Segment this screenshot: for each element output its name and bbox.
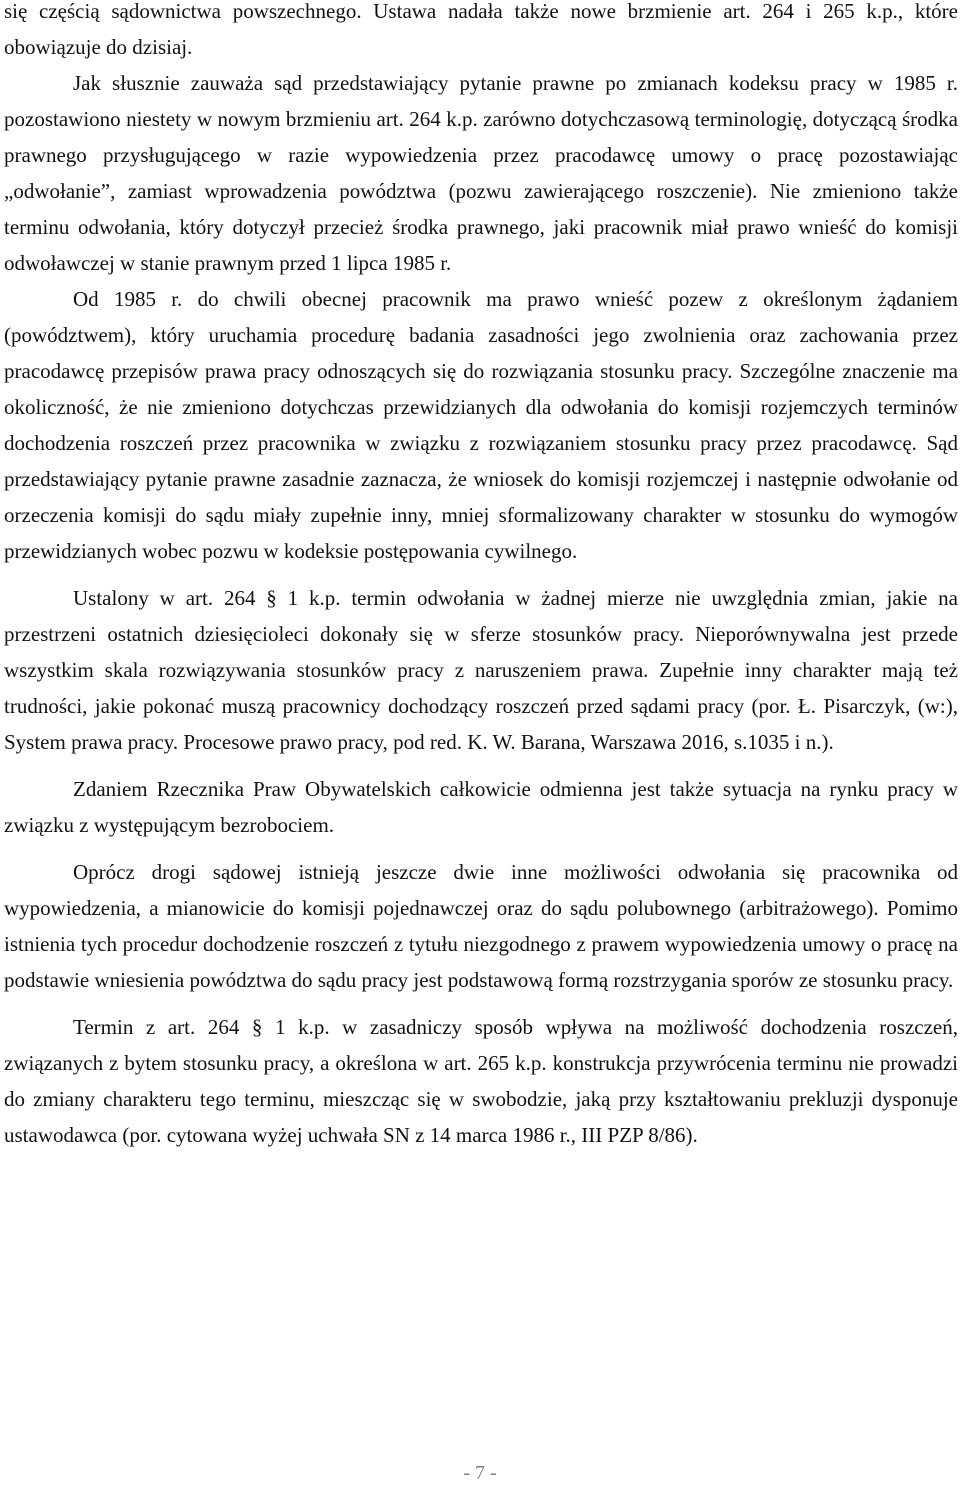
paragraph-7: Termin z art. 264 § 1 k.p. w zasadniczy sposób wpływa na możliwość dochodzenia roszczeń, związanych z bytem stosunku pracy, a określona w art. 265 k.p. konstrukcja przywrócenia terminu nie prowadzi do zmiany charakteru tego terminu, mieszcząc się w swobodzie, jaką przy kształtowaniu prekluzji dysponuje ustawodawca (por. cytowana wyżej uchwała SN z 14 marca 1986 r., III PZP 8/86). xyxy=(4,1015,958,1147)
paragraph-5: Zdaniem Rzecznika Praw Obywatelskich całkowicie odmienna jest także sytuacja na rynku pracy w związku z występującym bezrobociem. xyxy=(4,777,958,837)
paragraph-1: się częścią sądownictwa powszechnego. Ustawa nadała także nowe brzmienie art. 264 i 265 k.p., które obowiązuje do dzisiaj. xyxy=(4,0,958,59)
paragraph-3: Od 1985 r. do chwili obecnej pracownik ma prawo wnieść pozew z określonym żądaniem (powództwem), który uruchamia procedurę badania zasadności jego zwolnienia oraz zachowania przez pracodawcę przepisów prawa pracy odnoszących się do rozwiązania stosunku pracy. Szczególne znaczenie ma okoliczność, że nie zmieniono dotychczas przewidzianych dla odwołania do komisji rozjemczych terminów dochodzenia roszczeń przez pracownika w związku z rozwiązaniem stosunku pracy przez pracodawcę. Sąd przedstawiający pytanie prawne zasadnie zaznacza, że wniosek do komisji rozjemczej i następnie odwołanie od orzeczenia komisji do sądu miały zupełnie inny, mniej sformalizowany charakter w stosunku do wymogów przewidzianych wobec pozwu w kodeksie postępowania cywilnego. xyxy=(4,287,958,563)
document-page xyxy=(4,0,958,1153)
paragraph-2: Jak słusznie zauważa sąd przedstawiający pytanie prawne po zmianach kodeksu pracy w 1985 r. pozostawiono niestety w nowym brzmieniu art. 264 k.p. zarówno dotychczasową terminologię, dotyczącą środka prawnego przysługującego w razie wypowiedzenia przez pracodawcę umowy o pracę pozostawiając „odwołanie”, zamiast wprowadzenia powództwa (pozwu zawierającego roszczenie). Nie zmieniono także terminu odwołania, który dotyczył przecież środka prawnego, jaki pracownik miał prawo wnieść do komisji odwoławczej w stanie prawnym przed 1 lipca 1985 r. xyxy=(4,71,958,275)
page-number: - 7 - xyxy=(463,1462,497,1484)
paragraph-4: Ustalony w art. 264 § 1 k.p. termin odwołania w żadnej mierze nie uwzględnia zmian, jakie na przestrzeni ostatnich dziesięcioleci dokonały się w sferze stosunków pracy. Nieporównywalna jest przede wszystkim skala rozwiązywania stosunków pracy z naruszeniem prawa. Zupełnie inny charakter mają też trudności, jakie pokonać muszą pracownicy dochodzący roszczeń przed sądami pracy (por. Ł. Pisarczyk, (w:), System prawa pracy. Procesowe prawo pracy, pod red. K. W. Barana, Warszawa 2016, s.1035 i n.). xyxy=(4,586,958,754)
paragraph-6: Oprócz drogi sądowej istnieją jeszcze dwie inne możliwości odwołania się pracownika od wypowiedzenia, a mianowicie do komisji pojednawczej oraz do sądu polubownego (arbitrażowego). Pomimo istnienia tych procedur dochodzenie roszczeń z tytułu niezgodnego z prawem wypowiedzenia umowy o pracę na podstawie wniesienia powództwa do sądu pracy jest podstawową formą rozstrzygania sporów ze stosunku pracy. xyxy=(4,860,958,992)
